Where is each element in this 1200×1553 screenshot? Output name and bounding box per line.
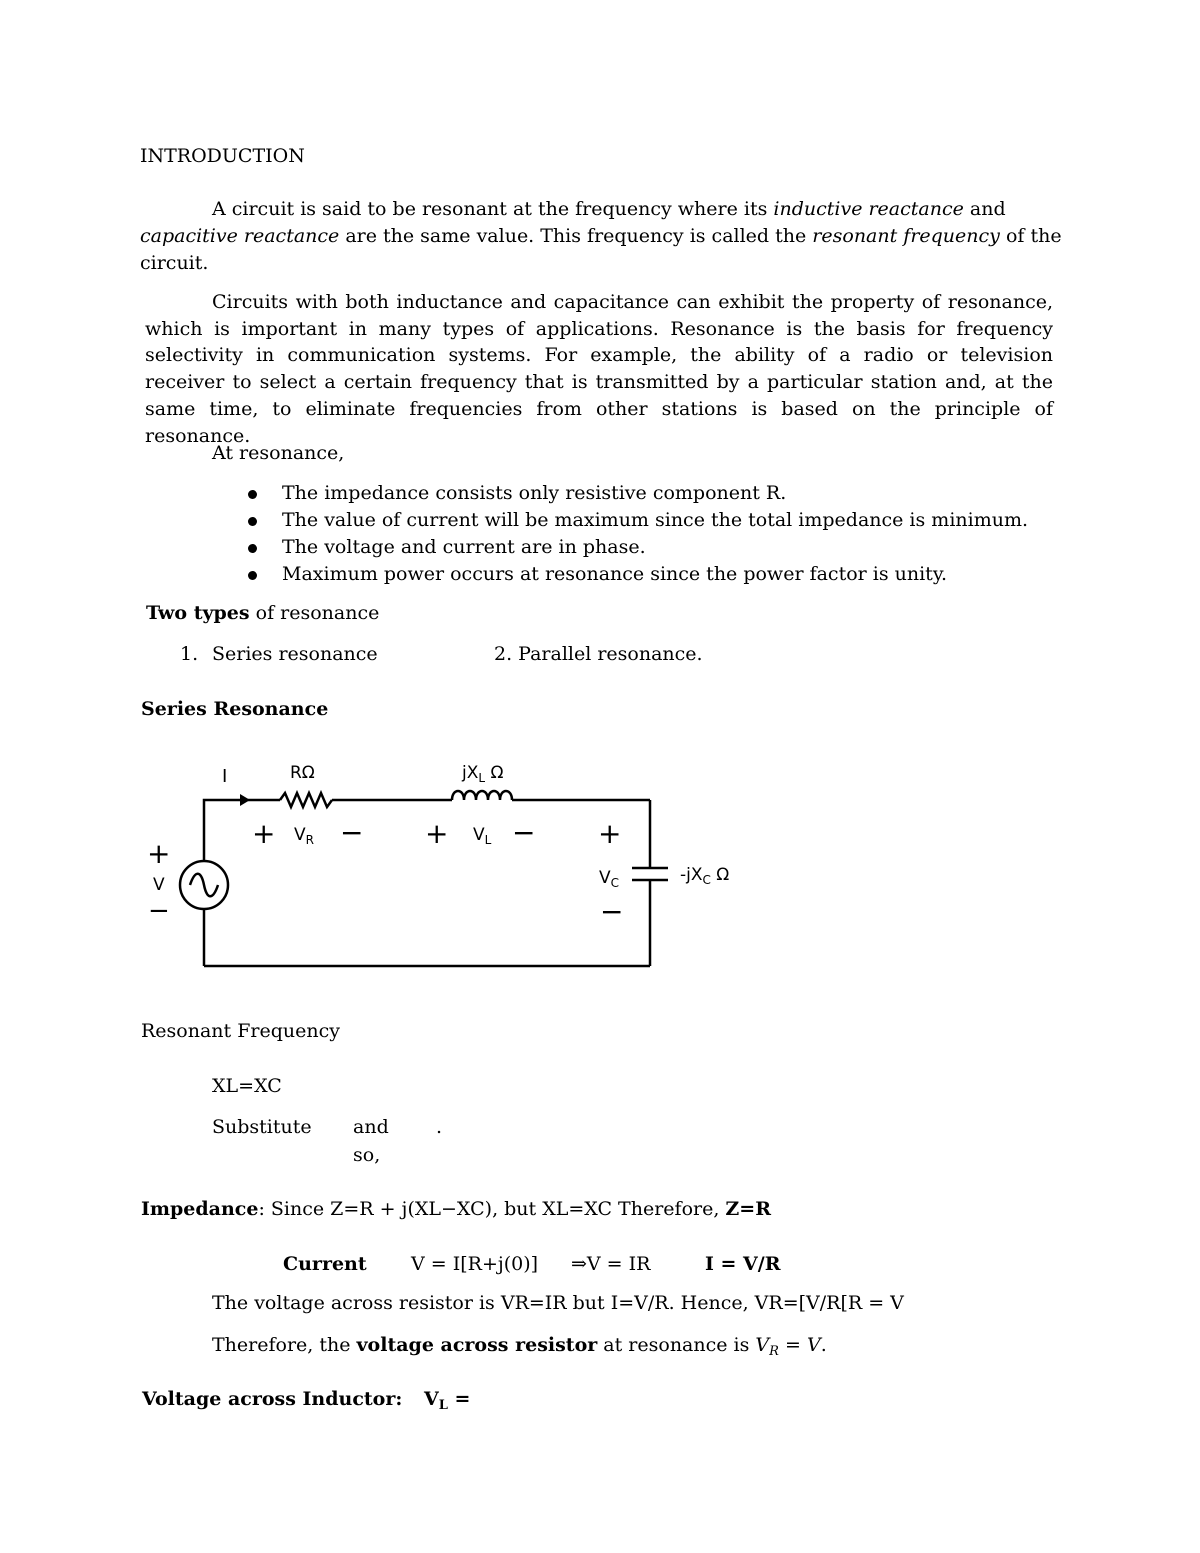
- substitute-label: Substitute: [212, 1116, 312, 1138]
- so-label: so,: [353, 1144, 381, 1166]
- source-label: V: [153, 875, 165, 895]
- series-circuit-diagram: [0, 740, 1200, 1000]
- vr-plus: +: [252, 817, 276, 850]
- capacitor-label: $-jX_C$ Ω: [680, 865, 730, 887]
- source-plus: +: [147, 837, 171, 870]
- inductor-symbol: [452, 791, 512, 800]
- list-item: The impedance consists only resistive component R.: [282, 482, 787, 504]
- bullet-dot: [248, 490, 257, 499]
- vc-minus: −: [600, 895, 624, 928]
- type-1: Series resonance: [212, 643, 378, 665]
- bullet-dot: [248, 571, 257, 580]
- page-title: INTRODUCTION: [140, 145, 305, 167]
- type-2: 2. Parallel resonance.: [494, 643, 703, 665]
- inductor-voltage-eq: $V_L$ =: [424, 1388, 471, 1413]
- sine-icon: [190, 874, 218, 897]
- vc-label: $V_C$: [599, 868, 620, 890]
- current-label: I: [222, 766, 228, 787]
- bullet-dot: [248, 517, 257, 526]
- vl-plus: +: [425, 817, 449, 850]
- resistor-voltage-line: The voltage across resistor is VR=IR but I=V/R. Hence, VR=[V/R[R = V: [212, 1292, 904, 1314]
- and-label: and: [353, 1116, 389, 1138]
- current-eq-2: ⇒V = IR: [571, 1253, 651, 1275]
- vl-label: $V_L$: [473, 825, 492, 847]
- paragraph-resonance: Circuits with both inductance and capacitance can exhibit the property of resonance, which is important in many types of applications. Resonance is the basis for frequency selectivity in communication systems. For example, the ability of a radio or television receiver to select a certain frequency that is transmitted by a particular station and, at the same time, to eliminate frequencies from other stations is based on the principle of resonance.: [145, 291, 1053, 447]
- equation-xl-xc: XL=XC: [212, 1075, 282, 1097]
- therefore-line: Therefore, the voltage across resistor at resonance is $V_R = V$.: [212, 1334, 827, 1359]
- at-resonance-label: At resonance,: [212, 442, 345, 464]
- inductor-voltage-label: Voltage across Inductor:: [142, 1388, 403, 1410]
- impedance-line: Impedance: Since Z=R + j(XL−XC), but XL=XC Therefore, Z=R: [141, 1198, 772, 1220]
- current-label: Current: [283, 1253, 367, 1275]
- period: .: [436, 1116, 443, 1138]
- current-eq-3: I = V/R: [705, 1253, 781, 1275]
- list-item: The voltage and current are in phase.: [282, 536, 646, 558]
- intro-line-1: A circuit is said to be resonant at the frequency where its inductive reactance and: [212, 198, 1006, 220]
- vr-minus: −: [340, 816, 364, 849]
- types-heading: Two types of resonance: [146, 602, 380, 624]
- intro-line-2: capacitive reactance are the same value. This frequency is called the resonant frequency of the: [140, 225, 1062, 247]
- intro-line-3: circuit.: [140, 252, 209, 274]
- vr-label: $V_R$: [294, 825, 314, 847]
- source-minus: −: [148, 896, 170, 926]
- resistor-symbol: [280, 793, 332, 807]
- current-arrow-icon: [240, 794, 250, 806]
- bullet-dot: [248, 544, 257, 553]
- type-1-number: 1.: [180, 643, 199, 665]
- current-eq-1: V = I[R+j(0)]: [411, 1253, 539, 1275]
- resistor-label: RΩ: [290, 763, 315, 783]
- resonant-frequency-heading: Resonant Frequency: [141, 1020, 340, 1042]
- series-resonance-heading: Series Resonance: [141, 698, 329, 720]
- list-item: Maximum power occurs at resonance since the power factor is unity.: [282, 563, 948, 585]
- list-item: The value of current will be maximum since the total impedance is minimum.: [282, 509, 1029, 531]
- vc-plus: +: [598, 817, 622, 850]
- inductor-label: $jX_L$ Ω: [462, 763, 504, 785]
- vl-minus: −: [512, 816, 536, 849]
